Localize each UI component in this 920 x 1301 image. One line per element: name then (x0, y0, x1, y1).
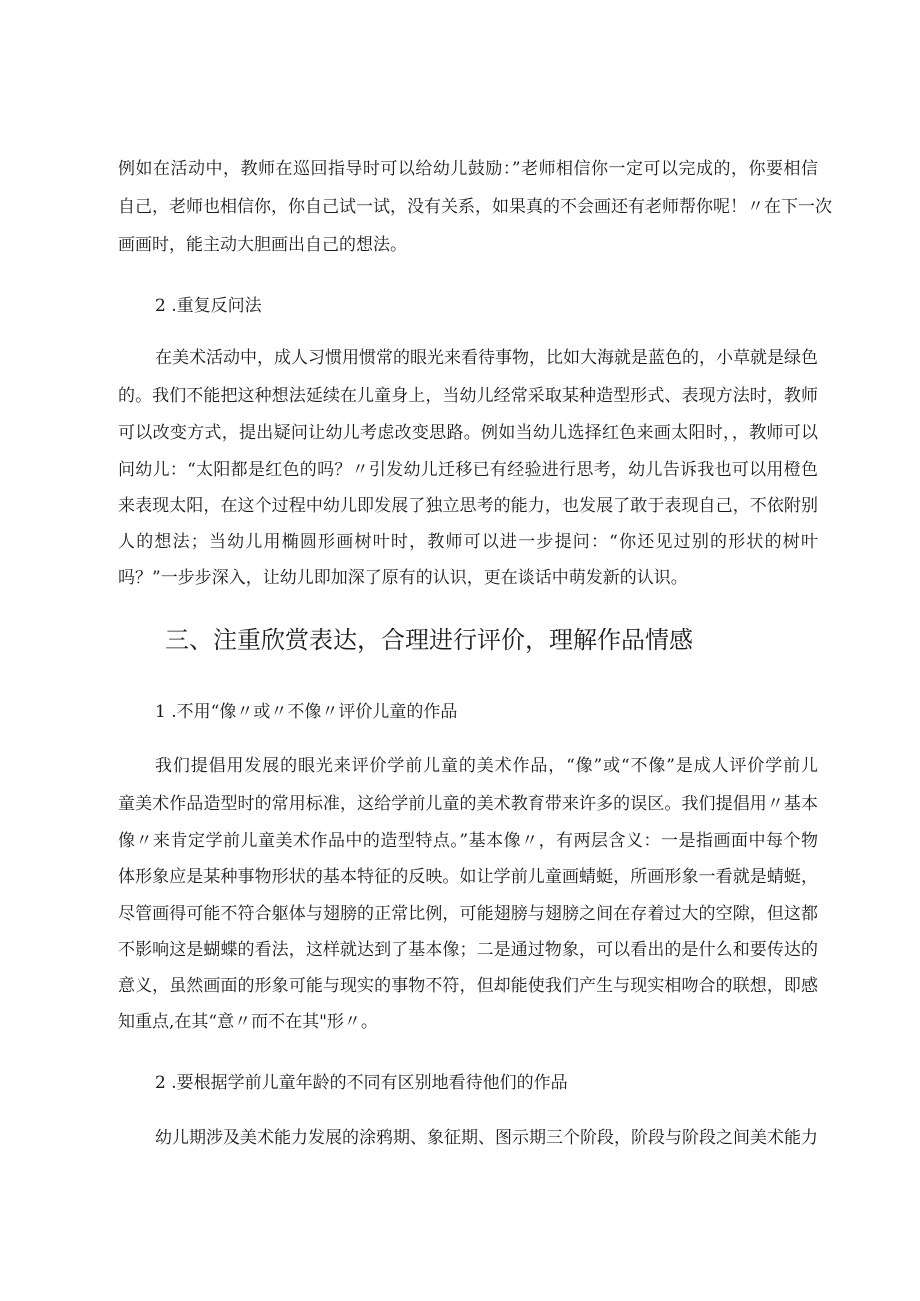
paragraph-3-line-6: 不影响这是蝴蝶的看法，这样就达到了基本像；二是通过物象，可以看出的是什么和要传达的 (118, 940, 818, 960)
paragraph-1-line-1: 例如在活动中，教师在巡回指导时可以给幼儿鼓励：”老师相信你一定可以完成的，你要相信 (118, 159, 818, 179)
paragraph-4-line-1: 幼儿期涉及美术能力发展的涂鸦期、象征期、图示期三个阶段，阶段与阶段之间美术能力 (155, 1128, 818, 1148)
paragraph-3-line-5: 尽管画得可能不符合躯体与翅膀的正常比例，可能翅膀与翅膀之间在存着过大的空隙，但这都 (118, 904, 818, 924)
paragraph-3-line-1: 我们提倡用发展的眼光来评价学前儿童的美术作品，“像”或“不像”是成人评价学前儿 (155, 756, 818, 776)
paragraph-2-line-6: 人的想法；当幼儿用椭圆形画树叶时，教师可以进一步提问：“你还见过别的形状的树叶 (118, 532, 818, 552)
paragraph-3-line-8: 知重点,在其“意〃而不在其"形〃。 (118, 1012, 378, 1032)
paragraph-2-line-3: 可以改变方式，提出疑问让幼儿考虑改变思路。例如当幼儿选择红色来画太阳时，，教师可以 (118, 423, 818, 443)
paragraph-1-line-2: 自己，老师也相信你，你自己试一试，没有关系，如果真的不会画还有老师帮你呢！〃在下一次 (118, 197, 832, 217)
paragraph-2-line-7: 吗？”一步步深入，让幼儿即加深了原有的认识，更在谈话中萌发新的认识。 (118, 568, 688, 588)
paragraph-1-line-3: 画画时，能主动大胆画出自己的想法。 (118, 235, 407, 255)
paragraph-3-line-2: 童美术作品造型时的常用标准，这给学前儿童的美术教育带来许多的误区。我们提倡用〃基本 (118, 794, 818, 814)
subheading-repeated-questioning: 2 .重复反问法 (155, 296, 262, 316)
subheading-no-likeness-evaluation: 1 .不用“像〃或〃不像〃评价儿童的作品 (155, 702, 458, 722)
paragraph-3-line-7: 意义，虽然画面的形象可能与现实的事物不符，但却能使我们产生与现实相吻合的联想，即感 (118, 976, 818, 996)
paragraph-2-line-4: 问幼儿：“太阳都是红色的吗？〃引发幼儿迁移已有经验进行思考，幼儿告诉我也可以用橙色 (118, 460, 818, 480)
paragraph-2-line-2: 的。我们不能把这种想法延续在儿童身上，当幼儿经常采取某种造型形式、表现方法时，教师 (118, 386, 818, 406)
subheading-age-differentiation: 2 .要根据学前儿童年龄的不同有区别地看待他们的作品 (155, 1073, 568, 1093)
paragraph-2-line-1: 在美术活动中，成人习惯用惯常的眼光来看待事物，比如大海就是蓝色的，小草就是绿色 (155, 348, 818, 368)
paragraph-3-line-4: 体形象应是某种事物形状的基本特征的反映。如让学前儿童画蜻蜓，所画形象一看就是蜻蜓， (118, 867, 818, 887)
paragraph-2-line-5: 来表现太阳，在这个过程中幼儿即发展了独立思考的能力，也发展了敢于表现自己，不依附别 (118, 496, 818, 516)
section-title-3: 三、注重欣赏表达，合理进行评价，理解作品情感 (165, 626, 693, 654)
paragraph-3-line-3: 像〃来肯定学前儿童美术作品中的造型特点。”基本像〃，有两层含义：一是指画面中每个物 (118, 831, 818, 851)
